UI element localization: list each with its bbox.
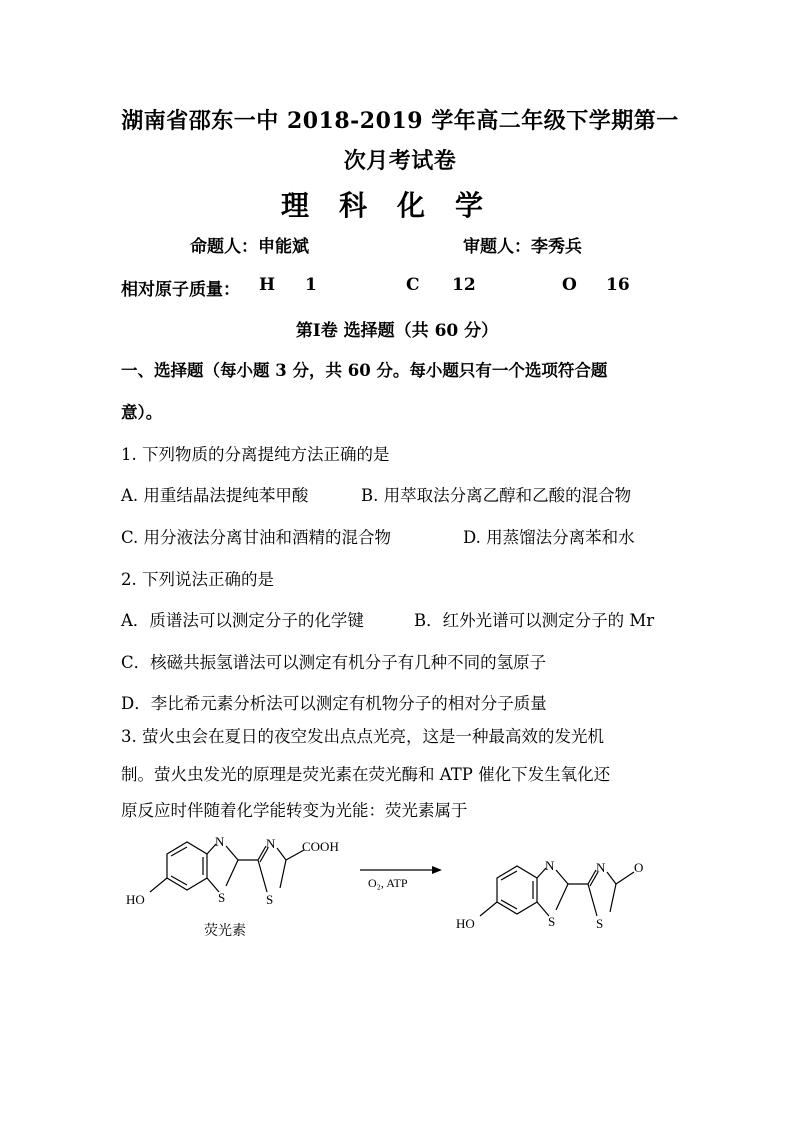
oxyluciferin-o-label: O	[634, 860, 644, 875]
element-o: O	[562, 275, 577, 295]
luciferin-structure	[150, 842, 304, 892]
question-1-option-a: A. 用重结晶法提纯苯甲酸	[121, 486, 309, 505]
oxyluciferin-n1-label: N	[545, 858, 555, 873]
luciferin-s1-label: S	[218, 890, 226, 905]
section-title: 第Ⅰ卷 选择题（共 60 分）	[295, 321, 499, 341]
setter-label: 命题人：申能斌	[190, 237, 309, 257]
oxyluciferin-n2-label: N	[596, 860, 606, 875]
exam-title-line1: 湖南省邵东一中 2018-2019 学年高二年级下学期第一	[121, 108, 679, 134]
mass-c: 12	[452, 275, 476, 295]
luciferin-cooh-label: COOH	[302, 839, 339, 854]
question-1-option-b: B. 用萃取法分离乙醇和乙酸的混合物	[361, 486, 632, 505]
question-2-option-a: A．质谱法可以测定分子的化学键	[121, 611, 364, 630]
luciferin-n2-label: N	[266, 836, 276, 851]
reaction-conditions: O₂, ATP	[368, 876, 408, 890]
element-c: C	[406, 275, 420, 295]
luciferin-s2-label: S	[266, 892, 274, 907]
oxyluciferin-structure	[480, 866, 634, 916]
reviewer-label: 审题人：李秀兵	[463, 237, 582, 257]
atomic-mass-label: 相对原子质量：	[121, 280, 240, 300]
question-2-option-c: C．核磁共振氢谱法可以测定有机分子有几种不同的氢原子	[121, 653, 547, 672]
oxyluciferin-ho-label: HO	[456, 916, 475, 931]
mass-h: 1	[305, 275, 317, 295]
element-h: H	[259, 275, 276, 295]
question-1-option-c: C. 用分液法分离甘油和酒精的混合物	[121, 528, 392, 547]
luciferin-reaction-diagram	[120, 832, 680, 947]
luciferin-ho-label: HO	[126, 892, 145, 907]
question-3-stem-line3: 原反应时伴随着化学能转变为光能：荧光素属于	[121, 801, 468, 820]
question-2-stem: 2. 下列说法正确的是	[121, 570, 274, 589]
question-3-stem-line1: 3. 萤火虫会在夏日的夜空发出点点光亮，这是一种最高效的发光机	[121, 727, 604, 746]
question-1-stem: 1. 下列物质的分离提纯方法正确的是	[121, 445, 390, 464]
question-2-option-d: D．李比希元素分析法可以测定有机物分子的相对分子质量	[121, 694, 547, 713]
oxyluciferin-s2-label: S	[596, 916, 604, 931]
subject-title: 理科化学	[280, 189, 513, 222]
question-2-option-b: B．红外光谱可以测定分子的 Mr	[414, 611, 655, 630]
mass-o: 16	[606, 275, 630, 295]
oxyluciferin-s1-label: S	[548, 914, 556, 929]
instruction-line2: 意）。	[121, 403, 163, 422]
instruction-line1: 一、选择题（每小题 3 分，共 60 分。每小题只有一个选项符合题	[121, 361, 608, 380]
question-3-stem-line2: 制。萤火虫发光的原理是荧光素在荧光酶和 ATP 催化下发生氧化还	[121, 765, 611, 784]
luciferin-n1-label: N	[215, 834, 225, 849]
exam-title-line2: 次月考试卷	[343, 148, 457, 174]
reaction-arrow	[360, 866, 442, 890]
luciferin-name: 荧光素	[204, 924, 246, 939]
question-1-option-d: D. 用蒸馏法分离苯和水	[463, 528, 635, 547]
